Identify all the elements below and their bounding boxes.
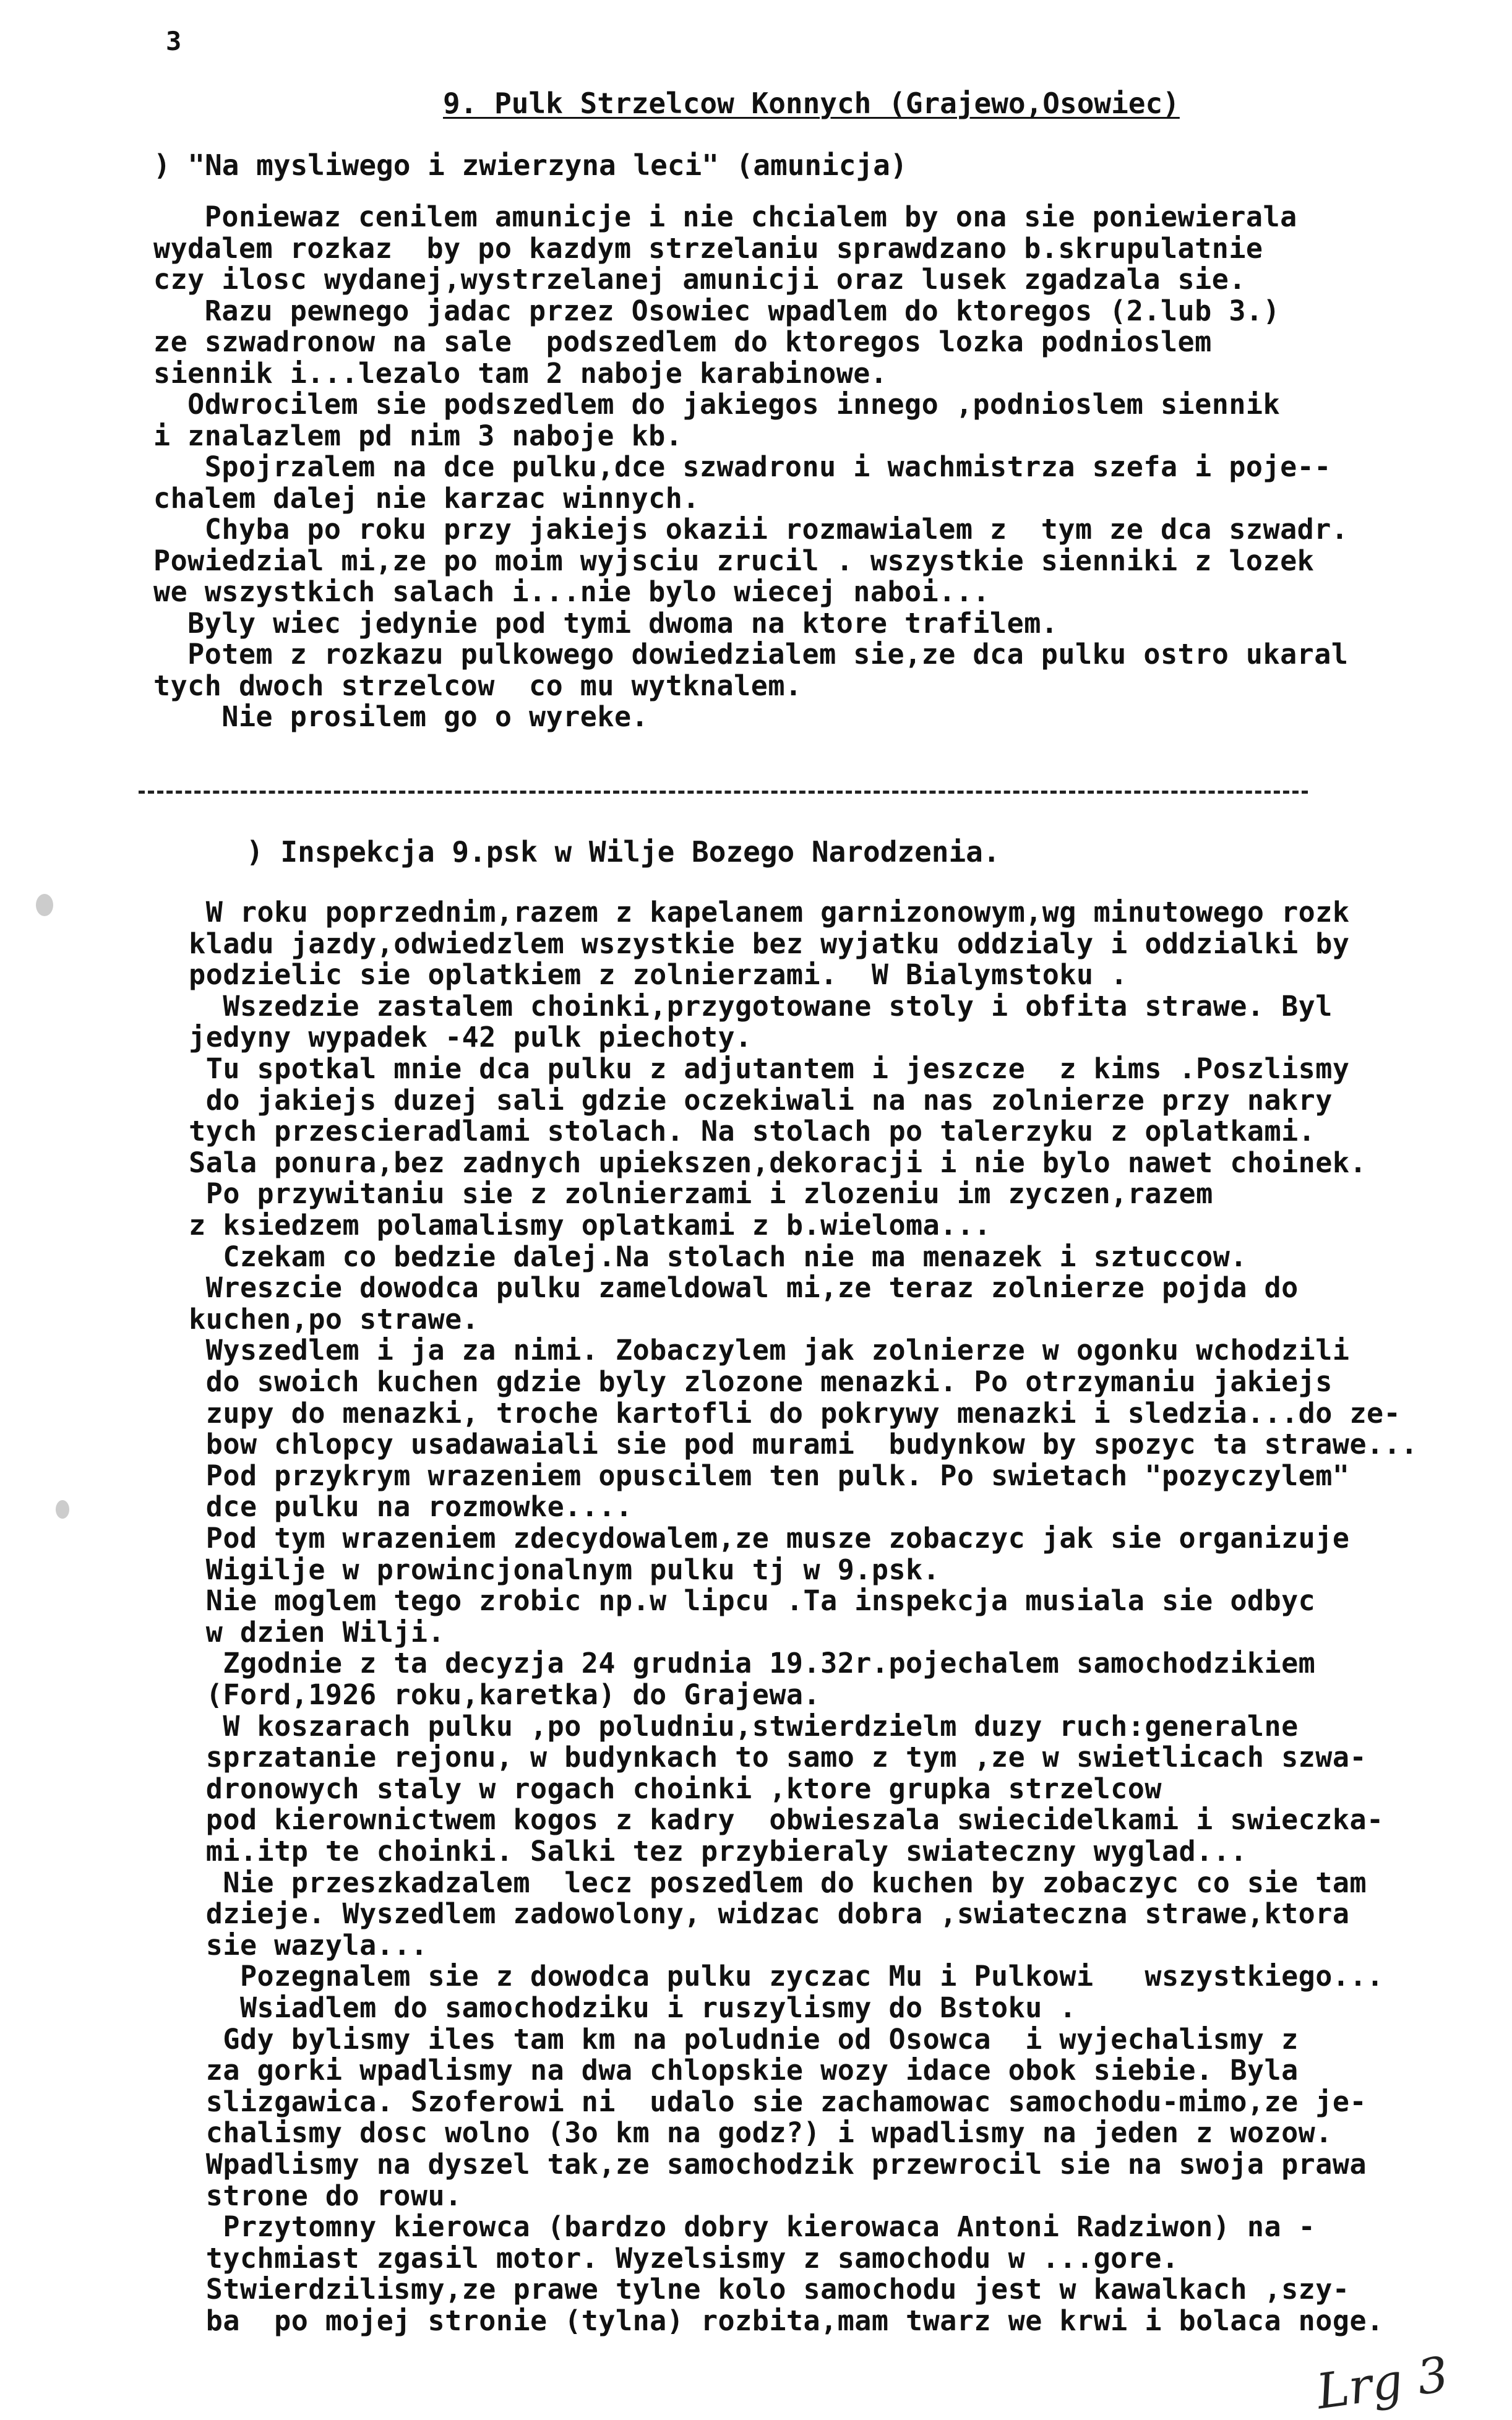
binder-hole-mark <box>36 894 53 916</box>
text-line: Stwierdzilismy,ze prawe tylne kolo samochodu jest w kawalkach ,szy- <box>155 2273 1350 2306</box>
text-line: Sala ponura,bez zadnych upiekszen,dekoracji i nie bylo nawet choinek. <box>155 1146 1367 1179</box>
text-line: ze szwadronow na sale podszedlem do ktoregos lozka podnioslem <box>153 325 1212 358</box>
text-line: tych przescieradlami stolach. Na stolach po talerzyku z oplatkami. <box>155 1115 1316 1148</box>
document-title: 9. Pulk Strzelcow Konnych (Grajewo,Osowiec) <box>443 87 1180 120</box>
text-line: Po przywitaniu sie z zolnierzami i zlozeniu im zyczen,razem <box>155 1177 1213 1211</box>
text-line: Spojrzalem na dce pulku,dce szwadronu i wachmistrza szefa i poje-- <box>153 450 1331 483</box>
text-line: Razu pewnego jadac przez Osowiec wpadlem do ktoregos (2.lub 3.) <box>153 294 1281 327</box>
text-line: Czekam co bedzie dalej.Na stolach nie ma menazek i sztuccow. <box>155 1240 1247 1273</box>
text-line: W roku poprzednim,razem z kapelanem garnizonowym,wg minutowego rozk <box>155 896 1350 929</box>
text-line: Pod tym wrazeniem zdecydowalem,ze musze zobaczyc jak sie organizuje <box>155 1522 1350 1555</box>
text-line: chalismy dosc wolno (3o km na godz?) i wpadlismy na jeden z wozow. <box>155 2116 1333 2150</box>
text-line: Nie moglem tego zrobic np.w lipcu .Ta inspekcja musiala sie odbyc <box>155 1584 1316 1618</box>
text-line: pod kierownictwem kogos z kadry obwieszala swiecidelkami i swieczka- <box>155 1803 1384 1837</box>
text-line: i znalazlem pd nim 3 naboje kb. <box>153 419 683 452</box>
text-line: Pod przykrym wrazeniem opuscilem ten pulk. Po swietach "pozyczylem" <box>155 1459 1350 1492</box>
text-line: Powiedzial mi,ze po moim wyjsciu zrucil . wszystkie sienniki z lozek <box>153 544 1315 577</box>
binder-hole-mark <box>56 1500 69 1519</box>
text-line: kladu jazdy,odwiedzlem wszystkie bez wyjatku oddzialy i oddzialki by <box>155 927 1350 960</box>
text-line: we wszystkich salach i...nie bylo wiecej naboi... <box>153 575 990 608</box>
text-line: z ksiedzem polamalismy oplatkami z b.wieloma... <box>155 1209 992 1242</box>
section-1-heading: ) "Na mysliwego i zwierzyna leci" (amunicja) <box>153 148 908 182</box>
text-line: Zgodnie z ta decyzja 24 grudnia 19.32r.pojechalem samochodzikiem <box>155 1647 1316 1680</box>
text-line: wydalem rozkaz by po kazdym strzelaniu sprawdzano b.skrupulatnie <box>153 231 1263 265</box>
text-line: Wigilje w prowincjonalnym pulku tj w 9.psk. <box>155 1553 940 1586</box>
text-line: do swoich kuchen gdzie byly zlozone menazki. Po otrzymaniu jakiejs <box>155 1365 1333 1398</box>
text-line: w dzien Wilji. <box>155 1615 445 1649</box>
text-line: zupy do menazki, troche kartofli do pokrywy menazki i sledzia...do ze- <box>155 1396 1401 1430</box>
text-line: Pozegnalem sie z dowodca pulku zyczac Mu i Pulkowi wszystkiego... <box>155 1960 1384 1993</box>
text-line: Nie przeszkadzalem lecz poszedlem do kuchen by zobaczyc co sie tam <box>155 1866 1367 1899</box>
text-line: podzielic sie oplatkiem z zolnierzami. W Bialymstoku . <box>155 958 1128 992</box>
text-line: strone do rowu. <box>155 2179 462 2212</box>
text-line: bow chlopcy usadawaiali sie pod murami budynkow by spozyc ta strawe... <box>155 1428 1418 1461</box>
page-number: 3 <box>166 26 182 56</box>
text-line: za gorki wpadlismy na dwa chlopskie wozy idace obok siebie. Byla <box>155 2054 1299 2087</box>
text-line: Przytomny kierowca (bardzo dobry kierowaca Antoni Radziwon) na - <box>155 2210 1316 2244</box>
text-line: mi.itp te choinki. Salki tez przybieraly swiateczny wyglad... <box>155 1835 1247 1868</box>
text-line: Potem z rozkazu pulkowego dowiedzialem sie,ze dca pulku ostro ukaral <box>153 638 1349 671</box>
text-line: czy ilosc wydanej,wystrzelanej amunicji oraz lusek zgadzala sie. <box>153 263 1246 296</box>
section-divider <box>139 791 1308 794</box>
text-line: jedyny wypadek -42 pulk piechoty. <box>155 1021 752 1054</box>
text-line: do jakiejs duzej sali gdzie oczekiwali na nas zolnierze przy nakry <box>155 1083 1333 1117</box>
text-line: Nie prosilem go o wyreke. <box>153 700 649 733</box>
text-line: tych dwoch strzelcow co mu wytknalem. <box>153 669 802 702</box>
text-line: Byly wiec jedynie pod tymi dwoma na ktore trafilem. <box>153 606 1059 640</box>
text-line: slizgawica. Szoferowi ni udalo sie zachamowac samochodu-mimo,ze je- <box>155 2085 1367 2118</box>
text-line: dzieje. Wyszedlem zadowolony, widzac dobra ,swiateczna strawe,ktora <box>155 1897 1350 1931</box>
text-line: kuchen,po strawe. <box>155 1302 479 1336</box>
text-line: chalem dalej nie karzac winnych. <box>153 481 700 515</box>
text-line: siennik i...lezalo tam 2 naboje karabinowe. <box>153 356 888 390</box>
text-line: Tu spotkal mnie dca pulku z adjutantem i jeszcze z kims .Poszlismy <box>155 1052 1350 1085</box>
text-line: Wyszedlem i ja za nimi. Zobaczylem jak zolnierze w ogonku wchodzili <box>155 1334 1350 1367</box>
text-line: tychmiast zgasil motor. Wyzelsismy z samochodu w ...gore. <box>155 2241 1179 2275</box>
text-line: (Ford,1926 roku,karetka) do Grajewa. <box>155 1678 821 1711</box>
text-line: dce pulku na rozmowke.... <box>155 1490 633 1524</box>
text-line: Wreszcie dowodca pulku zameldowal mi,ze teraz zolnierze pojda do <box>155 1271 1299 1305</box>
text-line: W koszarach pulku ,po poludniu,stwierdzielm duzy ruch:generalne <box>155 1709 1299 1743</box>
text-line: Wpadlismy na dyszel tak,ze samochodzik przewrocil sie na swoja prawa <box>155 2148 1367 2181</box>
handwritten-signature: Lrg 3 <box>1313 2346 1452 2420</box>
text-line: Wsiadlem do samochodziku i ruszylismy do Bstoku . <box>155 1991 1076 2024</box>
section-2-heading: ) Inspekcja 9.psk w Wilje Bozego Narodzenia. <box>246 835 1000 869</box>
text-line: Poniewaz cenilem amunicje i nie chcialem by ona sie poniewierala <box>153 200 1297 233</box>
text-line: Wszedzie zastalem choinki,przygotowane stoly i obfita strawe. Byl <box>155 989 1333 1023</box>
text-line: ba po mojej stronie (tylna) rozbita,mam twarz we krwi i bolaca noge. <box>155 2304 1384 2337</box>
text-line: dronowych staly w rogach choinki ,ktore grupka strzelcow <box>155 1772 1162 1805</box>
text-line: sprzatanie rejonu, w budynkach to samo z tym ,ze w swietlicach szwa- <box>155 1741 1367 1774</box>
text-line: sie wazyla... <box>155 1928 428 1962</box>
text-line: Odwrocilem sie podszedlem do jakiegos innego ,podnioslem siennik <box>153 388 1281 421</box>
text-line: Chyba po roku przy jakiejs okazii rozmawialem z tym ze dca szwadr. <box>153 513 1349 546</box>
text-line: Gdy bylismy iles tam km na poludnie od Osowca i wyjechalismy z <box>155 2022 1299 2056</box>
